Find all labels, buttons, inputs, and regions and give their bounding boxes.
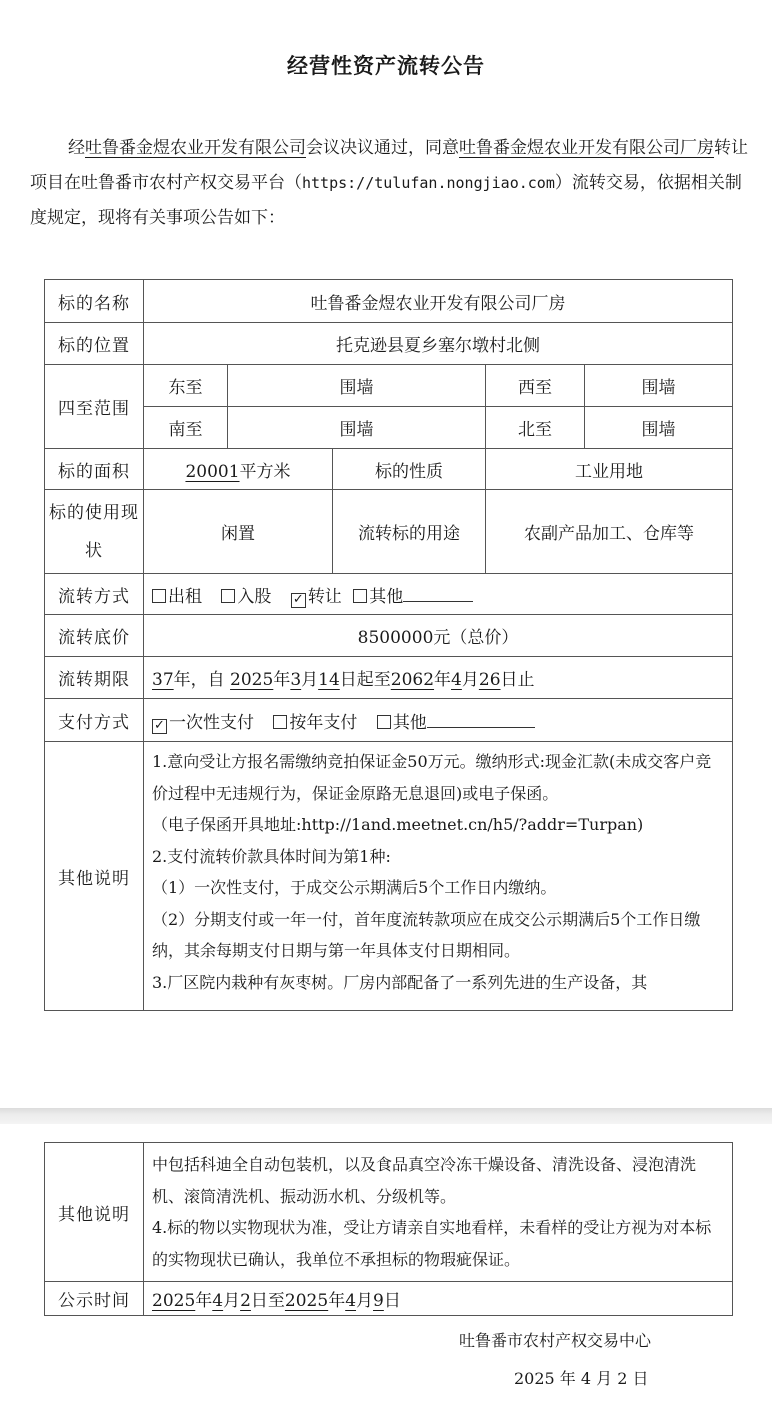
publicity-start-month: 4 [212, 1291, 224, 1311]
note-line: （2）分期支付或一年一付，首年度流转款项应在成交公示期满后5个工作日缴纳，其余每期支付日期与第一年具体支付日期相同。 [152, 909, 701, 960]
term-start-year: 2025 [230, 670, 274, 690]
note-line: 中包括科迪全自动包装机，以及食品真空冷冻干燥设备、清洗设备、浸泡清洗机、滚筒清洗机、振动沥水机、分级机等。 [152, 1155, 697, 1206]
area-unit: 平方米 [239, 461, 291, 482]
name-value: 吐鲁番金煜农业开发有限公司厂房 [144, 280, 733, 323]
west-value: 围墙 [585, 365, 733, 407]
issuer-name: 吐鲁番市农村产权交易中心 [459, 1331, 652, 1350]
checkbox-other[interactable] [353, 589, 367, 603]
payment-options [144, 699, 733, 742]
term-text: 年 [434, 670, 452, 690]
price-label: 流转底价 [45, 615, 144, 657]
publicity-start-year: 2025 [152, 1291, 196, 1311]
platform-url[interactable]: https://tulufan.nongjiao.com [302, 174, 555, 192]
table-row [45, 1143, 733, 1282]
option-yearly: 按年支付 [289, 712, 358, 733]
term-text: 年，自 [173, 670, 225, 690]
term-text: 年 [273, 670, 291, 690]
publicity-text: 日至 [250, 1291, 285, 1311]
method-label: 流转方式 [45, 574, 144, 615]
table-row [45, 280, 733, 323]
intro-subject: 吐鲁番金煜农业开发有限公司厂房 [459, 138, 714, 158]
area-value [144, 449, 333, 490]
term-value [144, 657, 733, 699]
note-line: 1.意向受让方报名需缴纳竞拍保证金50万元。缴纳形式:现金汇款(未成交客户竞价过程中无违规行为，保证金原路无息退回)或电子保函。 [152, 752, 712, 803]
table-row [45, 365, 733, 407]
term-text: 月 [301, 670, 319, 690]
east-value: 围墙 [228, 365, 486, 407]
table-row [45, 490, 733, 574]
status-label-text: 标的使用现状 [49, 502, 139, 561]
term-text: 日起至 [339, 670, 391, 690]
publicity-end-year: 2025 [284, 1291, 329, 1311]
table-row [45, 1282, 733, 1316]
term-label: 流转期限 [45, 657, 144, 699]
checkbox-rent[interactable] [152, 589, 166, 603]
term-start-day: 14 [318, 670, 340, 690]
publicity-text: 日 [383, 1291, 401, 1311]
publicity-text: 年 [328, 1291, 346, 1311]
note-line: 4.标的物以实物现状为准，受让方请亲自实地看样，未看样的受让方视为对本标的实物现状已确认，我单位不承担标的物瑕疵保证。 [152, 1218, 712, 1269]
intro-paragraph [30, 131, 748, 236]
notice-table [44, 279, 733, 1011]
area-number: 20001 [185, 461, 240, 482]
price-value: 8500000元（总价） [144, 615, 733, 657]
publicity-label: 公示时间 [45, 1282, 144, 1316]
table-row [45, 699, 733, 742]
bounds-label: 四至范围 [45, 365, 144, 449]
term-end-month: 4 [451, 670, 462, 690]
intro-text: 经 [68, 138, 85, 158]
checkbox-payment-other[interactable] [377, 715, 391, 729]
notice-table-continued [44, 1142, 733, 1316]
notes-label: 其他说明 [45, 1143, 144, 1282]
checkbox-share[interactable] [221, 589, 235, 603]
note-line: （1）一次性支付，于成交公示期满后5个工作日内缴纳。 [152, 878, 557, 897]
method-options [144, 574, 733, 615]
term-text: 日止 [500, 670, 535, 690]
north-label: 北至 [486, 407, 585, 449]
nature-label: 标的性质 [333, 449, 486, 490]
west-label: 西至 [486, 365, 585, 407]
usage-value: 农副产品加工、仓库等 [486, 490, 733, 574]
checkbox-transfer-checked[interactable]: ✓ [291, 593, 306, 608]
east-label: 东至 [144, 365, 228, 407]
intro-text: 转让项目在吐鲁番市农村产权交易平台（ [30, 138, 748, 193]
south-value: 围墙 [228, 407, 486, 449]
payment-label: 支付方式 [45, 699, 144, 742]
publicity-end-day: 9 [373, 1291, 384, 1311]
intro-text: ）流转交易，依据相关制度规定，现将有关事项公告如下： [30, 173, 742, 228]
notes-content [144, 1143, 733, 1282]
note-line: 2.支付流转价款具体时间为第1种: [152, 846, 391, 866]
term-start-month: 3 [290, 670, 302, 690]
publicity-value [144, 1282, 733, 1316]
notice-title: 经营性资产流转公告 [287, 53, 485, 78]
publicity-end-month: 4 [345, 1291, 357, 1311]
publicity-text: 月 [223, 1291, 241, 1311]
checkbox-once-checked[interactable]: ✓ [152, 719, 167, 734]
payment-other-blank [427, 727, 535, 728]
status-label [45, 490, 144, 574]
location-label: 标的位置 [45, 323, 144, 365]
page-break [0, 1108, 772, 1124]
notes-content [144, 742, 733, 1011]
term-end-year: 2062 [390, 670, 435, 690]
usage-label: 流转标的用途 [333, 490, 486, 574]
table-row [45, 615, 733, 657]
status-value: 闲置 [144, 490, 333, 574]
option-share: 入股 [237, 586, 272, 607]
issue-date: 2025 年 4 月 2 日 [514, 1369, 649, 1388]
option-once: 一次性支付 [169, 712, 254, 733]
table-row [45, 657, 733, 699]
table-row [45, 407, 733, 449]
area-label: 标的面积 [45, 449, 144, 490]
other-blank [403, 601, 473, 602]
table-row [45, 742, 733, 1011]
name-label: 标的名称 [45, 280, 144, 323]
publicity-start-day: 2 [240, 1291, 251, 1311]
table-row [45, 574, 733, 615]
term-text: 月 [461, 670, 479, 690]
term-end-day: 26 [478, 670, 501, 690]
nature-value: 工业用地 [486, 449, 733, 490]
location-value: 托克逊县夏乡塞尔墩村北侧 [144, 323, 733, 365]
note-line: （电子保函开具地址:http://1and.meetnet.cn/h5/?addr=Turpan) [152, 815, 644, 834]
table-row [45, 323, 733, 365]
option-transfer: 转让 [307, 586, 342, 607]
table-row [45, 449, 733, 490]
note-line: 3.厂区院内栽种有灰枣树。厂房内部配备了一系列先进的生产设备，其 [152, 972, 648, 992]
north-value: 围墙 [585, 407, 733, 449]
option-payment-other: 其他 [392, 712, 427, 733]
south-label: 南至 [144, 407, 228, 449]
checkbox-yearly[interactable] [273, 715, 287, 729]
notes-label: 其他说明 [45, 742, 144, 1011]
intro-text: 会议决议通过，同意 [306, 138, 459, 158]
intro-company: 吐鲁番金煜农业开发有限公司 [85, 138, 306, 158]
term-years: 37 [152, 670, 174, 690]
option-rent: 出租 [168, 586, 202, 607]
option-other: 其他 [369, 586, 404, 607]
publicity-text: 年 [195, 1291, 213, 1311]
publicity-text: 月 [356, 1291, 374, 1311]
